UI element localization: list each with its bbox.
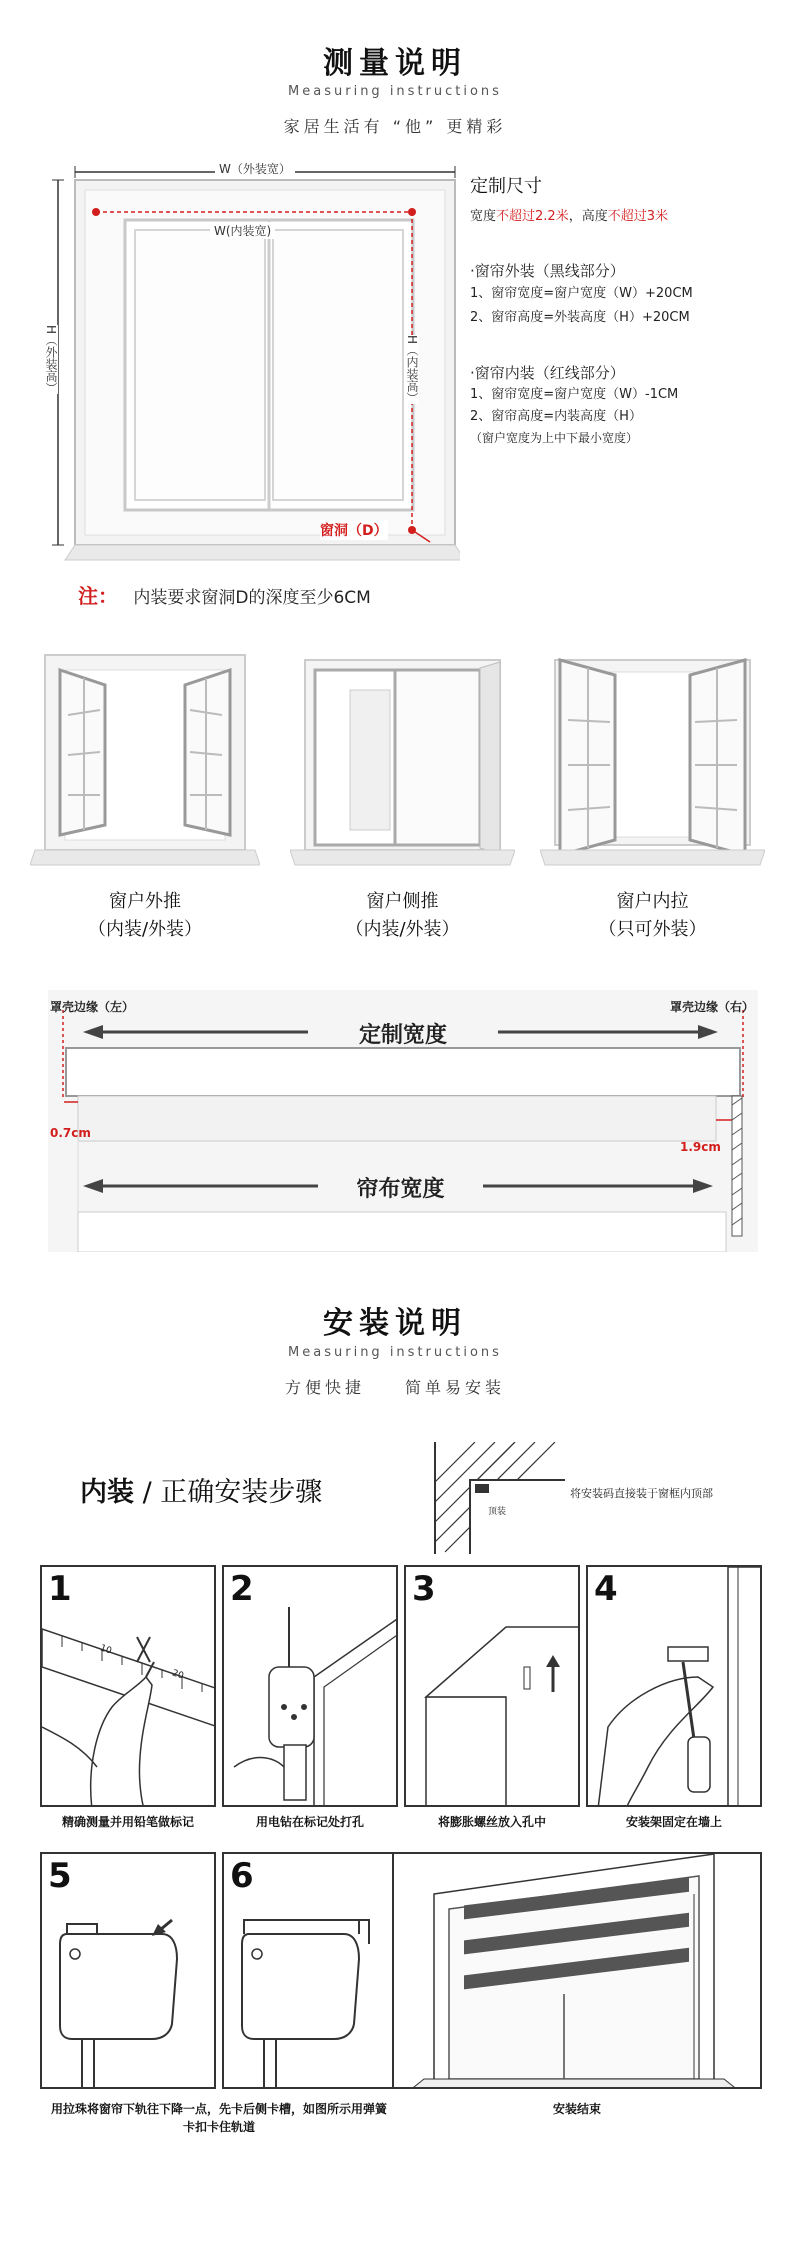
window-type-name-2: 窗户侧推 bbox=[366, 891, 439, 912]
window-type-mode-3: （只可外装） bbox=[598, 919, 707, 940]
inside-heading: ·窗帘内装（红线部分） bbox=[470, 364, 625, 382]
window-type-mode-1: （内装/外装） bbox=[87, 919, 203, 940]
outward-window-illustration bbox=[30, 650, 260, 875]
window-frame-illustration bbox=[30, 150, 460, 570]
window-type-caption-3 bbox=[540, 888, 765, 944]
depth-note bbox=[78, 580, 371, 609]
width-diagram bbox=[48, 990, 758, 1252]
step-6-number: 6 bbox=[230, 1856, 254, 1896]
corner-small-label: 顶装 bbox=[488, 1507, 507, 1517]
inside-item-1: 1、窗帘宽度=窗户宽度（W）-1CM bbox=[470, 387, 679, 402]
custom-width-label: 定制宽度 bbox=[358, 1023, 447, 1048]
inward-window-illustration bbox=[540, 650, 765, 875]
window-type-mode-2: （内装/外装） bbox=[345, 919, 460, 940]
step-5-caption: 用拉珠将窗帘下轨往下降一点，先卡后侧卡槽，如图所示用弹簧卡扣卡住轨道 bbox=[50, 2102, 387, 2134]
finished-blind-illustration bbox=[394, 1854, 762, 2089]
window-type-caption-2 bbox=[290, 888, 515, 944]
step-3-caption: 将膨胀螺丝放入孔中 bbox=[437, 1815, 546, 1829]
measure-slogan: 家居生活有 “他” 更精彩 bbox=[283, 117, 507, 136]
custom-size-heading: 定制尺寸 bbox=[470, 176, 542, 197]
outside-item-1: 1、窗帘宽度=窗户宽度（W）+20CM bbox=[470, 286, 693, 301]
step-1-caption: 精确测量并用铅笔做标记 bbox=[61, 1815, 194, 1829]
measure-subtitle-en: Measuring instructions bbox=[288, 84, 502, 99]
ruler-mark-20: 20 bbox=[170, 1668, 185, 1682]
install-heading-bold: 内装 bbox=[80, 1477, 134, 1508]
install-slogan: 方便快捷 简单易安装 bbox=[284, 1378, 505, 1397]
inside-note: （窗户宽度为上中下最小宽度） bbox=[470, 431, 639, 445]
inner-height-label: H（内装高） bbox=[405, 335, 419, 405]
step-4-caption: 安装架固定在墙上 bbox=[625, 1815, 722, 1829]
ruler-mark-10: 10 bbox=[98, 1643, 113, 1657]
install-title: 安装说明 bbox=[323, 1306, 467, 1341]
window-type-sliding bbox=[290, 650, 515, 875]
sliding-window-illustration bbox=[290, 650, 515, 875]
outer-height-label: H（外装高） bbox=[44, 325, 58, 395]
custom-size-h-limit: 不超过3米 bbox=[607, 209, 668, 224]
window-type-name-1: 窗户外推 bbox=[109, 891, 181, 912]
step-5-number: 5 bbox=[48, 1856, 72, 1896]
custom-size-line bbox=[470, 206, 780, 228]
window-type-outward bbox=[30, 650, 260, 875]
right-edge-label: 罩壳边缘（右） bbox=[669, 1000, 754, 1014]
step-finished-panel bbox=[392, 1852, 762, 2089]
corner-hatch-svg bbox=[430, 1442, 565, 1557]
custom-size-w-prefix: 宽度 bbox=[470, 209, 497, 224]
right-gap-label: 1.9cm bbox=[680, 1140, 721, 1154]
install-heading bbox=[80, 1470, 322, 1509]
custom-size-w-limit: 不超过2.2米 bbox=[496, 209, 569, 224]
outside-item-2: 2、窗帘高度=外装高度（H）+20CM bbox=[470, 310, 690, 325]
outside-heading: ·窗帘外装（黑线部分） bbox=[470, 262, 625, 280]
step-1-panel bbox=[40, 1565, 216, 1807]
left-edge-label: 罩壳边缘（左） bbox=[50, 1000, 135, 1014]
window-type-caption-1 bbox=[30, 888, 260, 944]
custom-size-mid: ，高度 bbox=[568, 209, 608, 224]
inside-item-2: 2、窗帘高度=内装高度（H） bbox=[470, 409, 642, 424]
step-5-panel bbox=[40, 1852, 216, 2089]
step-6-panel bbox=[222, 1852, 398, 2089]
outer-width-label: W（外装宽） bbox=[215, 160, 295, 177]
corner-note: 将安装码直接装于窗框内顶部 bbox=[570, 1487, 713, 1500]
note-text: 内装要求窗洞D的深度至少6CM bbox=[133, 588, 371, 608]
recess-label: 窗洞（D） bbox=[320, 520, 388, 540]
note-label: 注： bbox=[78, 584, 118, 608]
window-type-name-3: 窗户内拉 bbox=[616, 891, 689, 912]
step-3-panel bbox=[404, 1565, 580, 1807]
spec-panel bbox=[470, 172, 780, 448]
window-measure-diagram bbox=[30, 150, 460, 570]
fabric-width-label: 帘布宽度 bbox=[356, 1177, 445, 1202]
left-gap-label: 0.7cm bbox=[50, 1126, 91, 1140]
step-2-number: 2 bbox=[230, 1569, 254, 1609]
install-subtitle-en: Measuring instructions bbox=[288, 1345, 502, 1360]
step-finished-caption: 安装结束 bbox=[552, 2102, 601, 2116]
step-4-number: 4 bbox=[594, 1569, 618, 1609]
inner-width-label: W(内装宽) bbox=[210, 222, 275, 239]
corner-install-illustration bbox=[430, 1442, 565, 1557]
step-1-number: 1 bbox=[48, 1569, 72, 1609]
step-2-panel bbox=[222, 1565, 398, 1807]
step-2-caption: 用电钻在标记处打孔 bbox=[255, 1815, 364, 1829]
window-type-inward bbox=[540, 650, 765, 875]
measure-title: 测量说明 bbox=[323, 46, 467, 81]
step-4-panel bbox=[586, 1565, 762, 1807]
install-heading-rest: / 正确安装步骤 bbox=[134, 1477, 323, 1508]
step-3-number: 3 bbox=[412, 1569, 436, 1609]
